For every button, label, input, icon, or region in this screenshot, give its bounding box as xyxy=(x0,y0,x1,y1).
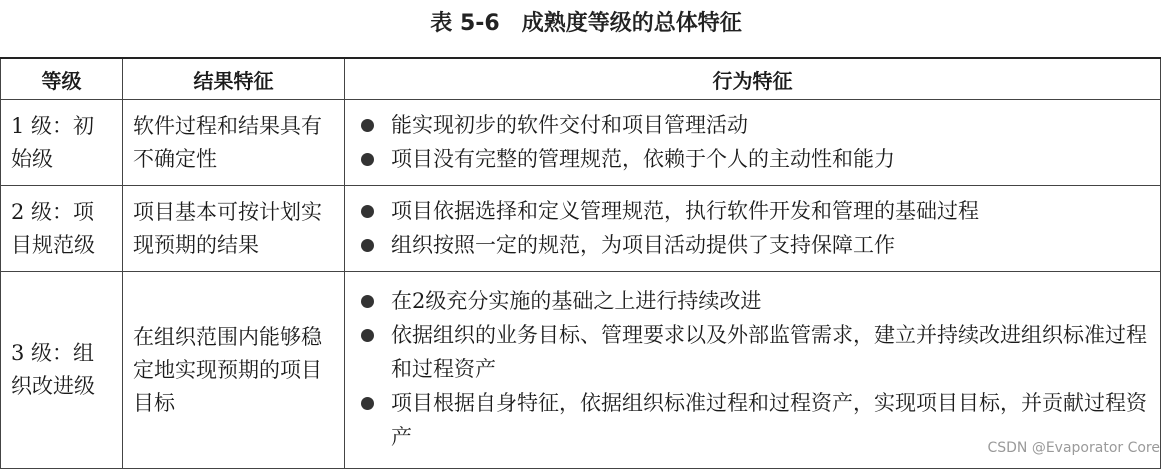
watermark: CSDN @Evaporator Core xyxy=(987,440,1160,456)
bullet-icon xyxy=(361,119,374,132)
behavior-text: 项目没有完整的管理规范，依赖于个人的主动性和能力 xyxy=(391,146,895,171)
behavior-text: 依据组织的业务目标、管理要求以及外部监管需求，建立并持续改进组织标准过程和过程资产 xyxy=(391,323,1147,381)
bullet-icon xyxy=(361,295,374,308)
behavior-item xyxy=(359,108,1150,142)
behavior-text: 组织按照一定的规范，为项目活动提供了支持保障工作 xyxy=(391,232,895,257)
bullet-icon xyxy=(361,205,374,218)
behavior-item xyxy=(359,284,1150,318)
behavior-text: 在2级充分实施的基础之上进行持续改进 xyxy=(391,289,762,313)
behavior-text: 能实现初步的软件交付和项目管理活动 xyxy=(391,112,748,137)
behavior-cell xyxy=(345,100,1161,186)
bullet-icon xyxy=(361,329,374,342)
header-behavior: 行为特征 xyxy=(345,58,1161,100)
header-result: 结果特征 xyxy=(123,58,345,100)
table-row xyxy=(1,186,1161,272)
table-row xyxy=(1,272,1161,469)
maturity-table xyxy=(0,57,1161,469)
bullet-icon xyxy=(361,397,374,410)
level-cell: 1 级：初始级 xyxy=(1,100,123,186)
behavior-item xyxy=(359,194,1150,228)
behavior-cell xyxy=(345,186,1161,272)
level-cell: 3 级：组织改进级 xyxy=(1,272,123,469)
behavior-item xyxy=(359,228,1150,262)
header-row xyxy=(1,58,1161,100)
header-level: 等级 xyxy=(1,58,123,100)
table-caption: 表 5-6 成熟度等级的总体特征 xyxy=(430,11,742,36)
behavior-cell xyxy=(345,272,1161,469)
behavior-item xyxy=(359,318,1150,386)
table-row xyxy=(1,100,1161,186)
behavior-item xyxy=(359,142,1150,176)
bullet-icon xyxy=(361,239,374,252)
level-cell: 2 级：项目规范级 xyxy=(1,186,123,272)
result-cell: 项目基本可按计划实现预期的结果 xyxy=(123,186,345,272)
bullet-icon xyxy=(361,153,374,166)
behavior-text: 项目根据自身特征，依据组织标准过程和过程资产，实现项目目标，并贡献过程资产 xyxy=(391,391,1147,449)
behavior-text: 项目依据选择和定义管理规范，执行软件开发和管理的基础过程 xyxy=(391,198,979,223)
result-cell: 在组织范围内能够稳定地实现预期的项目目标 xyxy=(123,272,345,469)
result-cell: 软件过程和结果具有不确定性 xyxy=(123,100,345,186)
